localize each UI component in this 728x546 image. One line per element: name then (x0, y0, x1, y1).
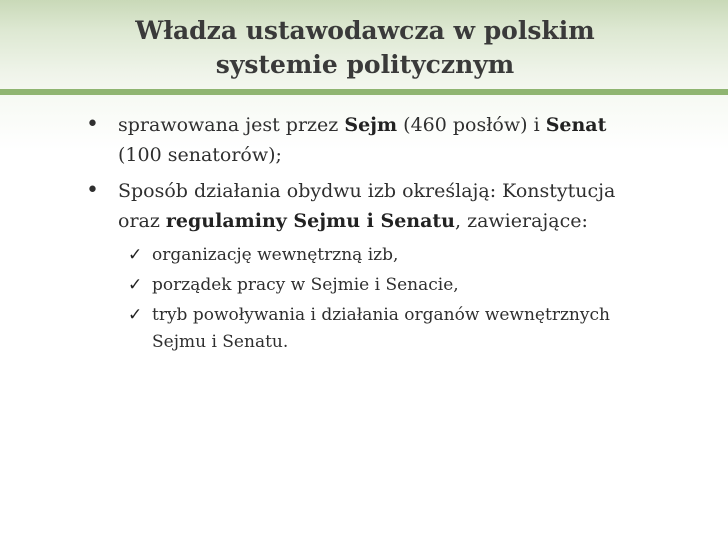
bold-sejm: Sejm (344, 114, 398, 136)
slide-body (86, 110, 646, 356)
accent-divider (0, 89, 728, 95)
title-line-1: Władza ustawodawcza w polskim (135, 16, 595, 45)
sub-item-3 (86, 302, 646, 356)
text-run: Sposób działania obydwu izb określają: Konstytucja oraz (118, 180, 616, 232)
bullet-item-1 (86, 110, 646, 170)
sub-item-text: organizację wewnętrzną izb, (152, 245, 399, 265)
bold-senat: Senat (545, 114, 607, 136)
bullet-icon: • (86, 178, 99, 203)
sub-item-2 (86, 272, 646, 299)
checkmark-icon: ✓ (128, 275, 143, 295)
slide-title (60, 14, 670, 82)
sub-item-1 (86, 242, 646, 269)
text-run: (100 senatorów); (118, 144, 282, 166)
sub-item-text: tryb powoływania i działania organów wewnętrznych Sejmu i Senatu. (152, 305, 610, 352)
bold-regulaminy: regulaminy Sejmu i Senatu (165, 210, 455, 232)
bullet-text (118, 114, 606, 166)
title-line-2: systemie politycznym (215, 50, 515, 79)
bullet-icon: • (86, 112, 99, 137)
checkmark-icon: ✓ (128, 245, 143, 265)
text-run: , zawierające: (455, 210, 588, 232)
bullet-item-2 (86, 176, 646, 236)
sub-item-text: porządek pracy w Sejmie i Senacie, (152, 275, 459, 295)
text-run: (460 posłów) i (397, 114, 546, 136)
bullet-text (118, 180, 615, 232)
text-run: sprawowana jest przez (118, 114, 345, 136)
checkmark-icon: ✓ (128, 305, 143, 325)
